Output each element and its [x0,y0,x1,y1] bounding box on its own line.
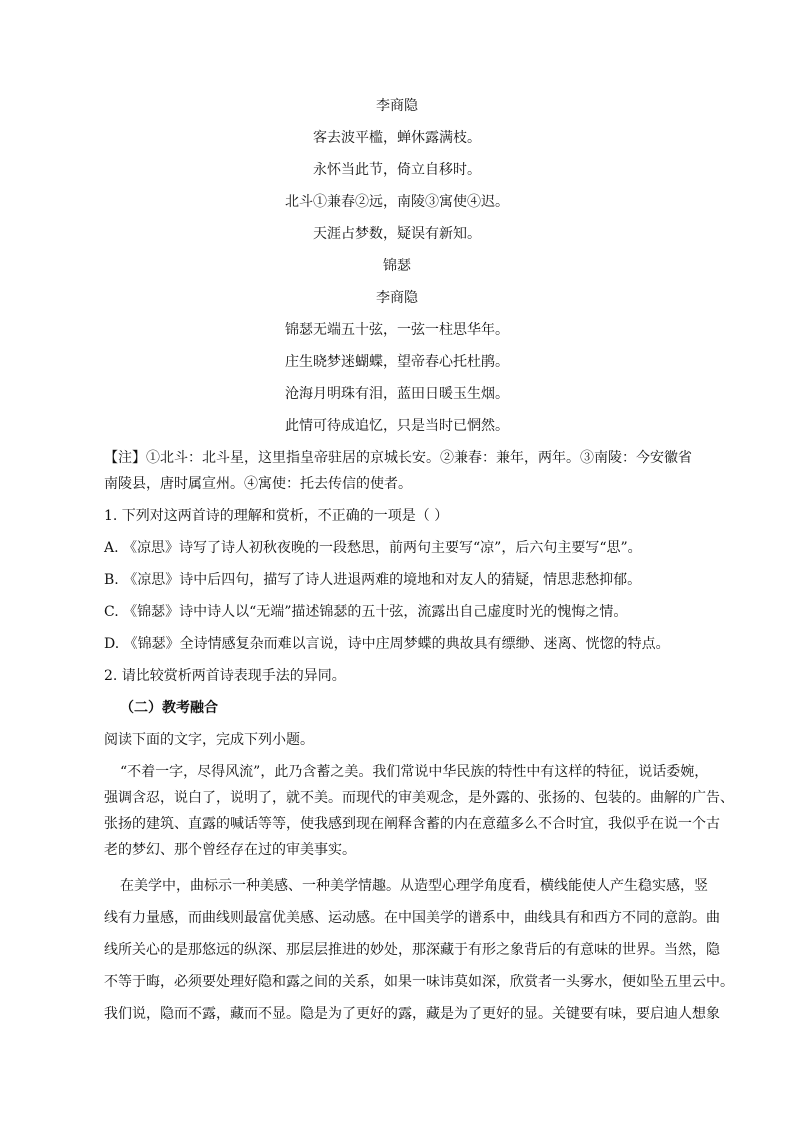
poem2-title: 锦瑟 [383,258,411,274]
section-heading: （二）教考融合 [120,700,218,716]
annotation-note: 南陵县，唐时属宣州。④寓使：托去传信的使者。 [104,476,412,492]
poem2-line: 锦瑟无端五十弦，一弦一柱思华年。 [285,322,509,338]
poem2-line: 庄生晓梦迷蝴蝶，望帝春心托杜鹃。 [285,354,509,370]
option-c: C. 《锦瑟》诗中诗人以“无端”描述锦瑟的五十弦，流露出自己虚度时光的愧悔之情。 [104,604,628,620]
option-b: B. 《凉思》诗中后四句，描写了诗人进退两难的境地和对友人的猜疑，情思悲愁抑郁。 [104,572,642,588]
poem1-line: 客去波平槛，蝉休露满枝。 [313,130,481,146]
poem1-author: 李商隐 [376,98,418,114]
passage-line: 线所关心的是那悠远的纵深、那层层推进的妙处，那深藏于有形之象背后的有意味的世界。当然，隐 [104,942,720,958]
option-d: D. 《锦瑟》全诗情感复杂而难以言说，诗中庄周梦蝶的典故具有缥缈、迷离、恍惚的特点。 [104,636,670,652]
poem2-author: 李商隐 [376,290,418,306]
poem1-line: 天涯占梦数，疑误有新知。 [313,226,481,242]
poem1-line: 永怀当此节，倚立自移时。 [313,162,481,178]
question-2: 2. 请比较赏析两首诗表现手法的异同。 [104,668,346,684]
passage-line: 张扬的建筑、直露的喊话等等，使我感到现在阐释含蓄的内在意蕴多么不合时宜，我似乎在说一个古 [104,816,720,832]
question-1-stem: 1. 下列对这两首诗的理解和赏析，不正确的一项是（ ） [104,508,449,524]
passage-line: 线有力量感，而曲线则最富优美感、运动感。在中国美学的谱系中，曲线具有和西方不同的意韵。曲 [104,910,720,926]
passage-line: 不等于晦，必须要处理好隐和露之间的关系，如果一味讳莫如深，欣赏者一头雾水，便如坠五里云中。 [104,974,734,990]
passage-line: “不着一字，尽得风流”，此乃含蓄之美。我们常说中华民族的特性中有这样的特征，说话委婉， [120,764,709,780]
poem2-line: 沧海月明珠有泪，蓝田日暖玉生烟。 [285,386,509,402]
annotation-note: 【注】①北斗：北斗星，这里指皇帝驻居的京城长安。②兼春：兼年，两年。③南陵：今安徽省 [104,450,692,466]
poem1-line: 北斗①兼春②远，南陵③寓使④迟。 [285,194,509,210]
poem2-line: 此情可待成追忆，只是当时已惘然。 [285,418,509,434]
passage-line: 在美学中，曲标示一种美感、一种美学情趣。从造型心理学角度看，横线能使人产生稳实感，竖 [120,878,708,894]
passage-line: 我们说，隐而不露，藏而不显。隐是为了更好的露，藏是为了更好的显。关键要有味，要启迪人想象 [104,1006,720,1022]
option-a: A. 《凉思》诗写了诗人初秋夜晚的一段愁思，前两句主要写“凉”，后六句主要写“思”。 [104,540,642,556]
passage-line: 强调含忍，说白了，说明了，就不美。而现代的审美观念，是外露的、张扬的、包装的。曲解的广告、 [104,790,734,806]
reading-instruction: 阅读下面的文字，完成下列小题。 [104,732,314,748]
passage-line: 老的梦幻、那个曾经存在过的审美事实。 [104,842,356,858]
